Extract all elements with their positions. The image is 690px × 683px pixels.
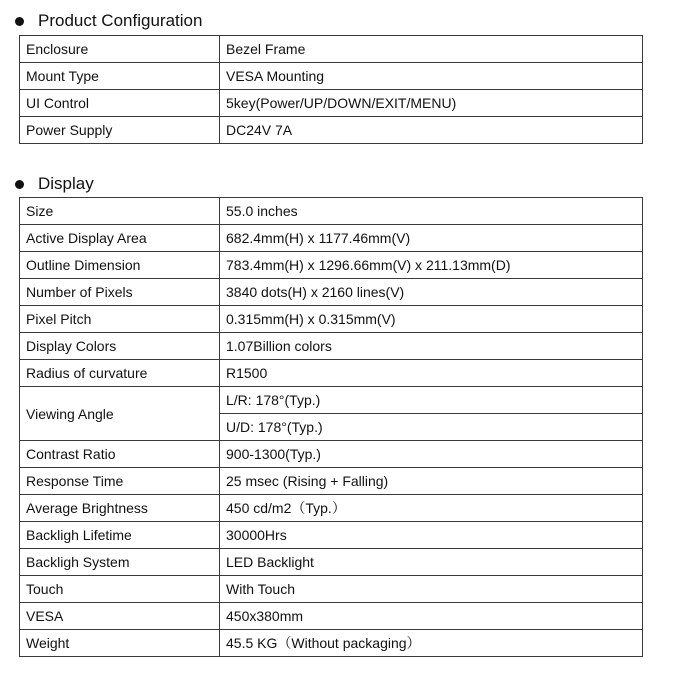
table-row bbox=[20, 603, 643, 630]
spec-label-average-brightness: Average Brightness bbox=[20, 495, 220, 522]
spec-label-touch: Touch bbox=[20, 576, 220, 603]
table-row bbox=[20, 90, 643, 117]
table-row bbox=[20, 387, 643, 414]
table-row bbox=[20, 36, 643, 63]
spec-value-display-colors: 1.07Billion colors bbox=[220, 333, 643, 360]
table-row bbox=[20, 225, 643, 252]
product-configuration-table bbox=[19, 35, 643, 144]
spec-value-enclosure: Bezel Frame bbox=[220, 36, 643, 63]
spec-value-response-time: 25 msec (Rising + Falling) bbox=[220, 468, 643, 495]
table-row bbox=[20, 360, 643, 387]
spec-value-weight: 45.5 KG（Without packaging） bbox=[220, 630, 643, 657]
spec-value-power-supply: DC24V 7A bbox=[220, 117, 643, 144]
display-title: Display bbox=[38, 174, 94, 193]
spec-value-touch: With Touch bbox=[220, 576, 643, 603]
spec-value-viewing-angle-lr: L/R: 178°(Typ.) bbox=[220, 387, 643, 414]
table-row bbox=[20, 252, 643, 279]
spec-label-vesa: VESA bbox=[20, 603, 220, 630]
display-table bbox=[19, 197, 643, 657]
spec-label-viewing-angle: Viewing Angle bbox=[20, 387, 220, 441]
spec-label-response-time: Response Time bbox=[20, 468, 220, 495]
table-row bbox=[20, 63, 643, 90]
table-row bbox=[20, 117, 643, 144]
spec-label-mount-type: Mount Type bbox=[20, 63, 220, 90]
spec-value-ui-control: 5key(Power/UP/DOWN/EXIT/MENU) bbox=[220, 90, 643, 117]
spec-value-vesa: 450x380mm bbox=[220, 603, 643, 630]
spec-label-pixel-pitch: Pixel Pitch bbox=[20, 306, 220, 333]
spec-label-size: Size bbox=[20, 198, 220, 225]
product-configuration-heading bbox=[14, 10, 202, 32]
spec-value-mount-type: VESA Mounting bbox=[220, 63, 643, 90]
display-heading bbox=[14, 173, 94, 195]
spec-label-power-supply: Power Supply bbox=[20, 117, 220, 144]
table-row bbox=[20, 549, 643, 576]
spec-value-active-display-area: 682.4mm(H) x 1177.46mm(V) bbox=[220, 225, 643, 252]
product-configuration-title: Product Configuration bbox=[38, 11, 203, 30]
spec-value-viewing-angle-ud: U/D: 178°(Typ.) bbox=[220, 414, 643, 441]
spec-value-contrast-ratio: 900-1300(Typ.) bbox=[220, 441, 643, 468]
table-row bbox=[20, 198, 643, 225]
table-row bbox=[20, 630, 643, 657]
table-row bbox=[20, 333, 643, 360]
bullet-icon bbox=[15, 17, 24, 26]
spec-label-enclosure: Enclosure bbox=[20, 36, 220, 63]
table-row bbox=[20, 576, 643, 603]
spec-label-contrast-ratio: Contrast Ratio bbox=[20, 441, 220, 468]
spec-value-backlight-lifetime: 30000Hrs bbox=[220, 522, 643, 549]
table-row bbox=[20, 306, 643, 333]
spec-label-weight: Weight bbox=[20, 630, 220, 657]
spec-label-number-of-pixels: Number of Pixels bbox=[20, 279, 220, 306]
table-row bbox=[20, 279, 643, 306]
spec-value-backlight-system: LED Backlight bbox=[220, 549, 643, 576]
spec-label-display-colors: Display Colors bbox=[20, 333, 220, 360]
table-row bbox=[20, 522, 643, 549]
spec-label-ui-control: UI Control bbox=[20, 90, 220, 117]
spec-label-outline-dimension: Outline Dimension bbox=[20, 252, 220, 279]
table-row bbox=[20, 495, 643, 522]
bullet-icon bbox=[15, 180, 24, 189]
spec-value-average-brightness: 450 cd/m2（Typ.） bbox=[220, 495, 643, 522]
spec-label-active-display-area: Active Display Area bbox=[20, 225, 220, 252]
table-row bbox=[20, 441, 643, 468]
spec-value-size: 55.0 inches bbox=[220, 198, 643, 225]
spec-value-number-of-pixels: 3840 dots(H) x 2160 lines(V) bbox=[220, 279, 643, 306]
spec-label-backlight-system: Backligh System bbox=[20, 549, 220, 576]
spec-label-radius-of-curvature: Radius of curvature bbox=[20, 360, 220, 387]
spec-value-outline-dimension: 783.4mm(H) x 1296.66mm(V) x 211.13mm(D) bbox=[220, 252, 643, 279]
spec-label-backlight-lifetime: Backligh Lifetime bbox=[20, 522, 220, 549]
spec-value-radius-of-curvature: R1500 bbox=[220, 360, 643, 387]
table-row bbox=[20, 468, 643, 495]
spec-value-pixel-pitch: 0.315mm(H) x 0.315mm(V) bbox=[220, 306, 643, 333]
